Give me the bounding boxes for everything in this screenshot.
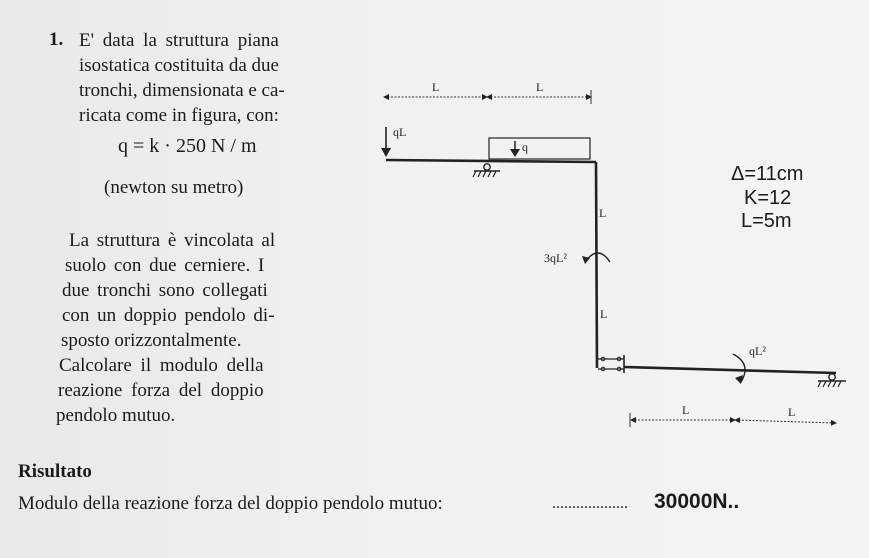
body-line: sposto orizzontalmente. <box>61 330 242 351</box>
result-answer: 30000N.. <box>654 490 740 513</box>
given-k: K=12 <box>744 187 792 209</box>
vert-dim-label-2: L <box>600 307 608 321</box>
given-delta: Δ=11cm <box>731 163 804 185</box>
bottom-dim-label-1: L <box>682 403 690 417</box>
bottom-dimension-line <box>630 413 836 427</box>
problem-number: 1. <box>49 29 64 50</box>
intro-line: tronchi, dimensionata e ca- <box>79 80 285 101</box>
lower-hinge-support <box>818 374 846 387</box>
upper-beam <box>386 160 596 162</box>
moment-3ql2-label: 3qL² <box>544 251 567 265</box>
intro-line: ricata come in figura, con: <box>79 105 279 126</box>
result-heading: Risultato <box>18 461 92 482</box>
top-dim-label-1: L <box>432 80 440 94</box>
load-formula: q = k · 250 N / m <box>118 135 257 157</box>
body-line: Calcolare il modulo della <box>59 355 264 376</box>
upper-hinge-support <box>473 164 500 177</box>
body-line: suolo con due cerniere. I <box>65 255 265 276</box>
vert-dim-label-1: L <box>599 206 607 220</box>
lower-beam <box>624 367 836 373</box>
result-question: Modulo della reazione forza del doppio pendolo mutuo: <box>18 493 443 514</box>
load-ql-label: qL <box>393 125 407 139</box>
vertical-member <box>596 162 597 368</box>
given-l: L=5m <box>741 210 792 232</box>
top-dimension-line <box>384 90 591 104</box>
body-line: La struttura è vincolata al <box>69 230 276 251</box>
body-line: pendolo mutuo. <box>56 405 176 426</box>
concentrated-load-arrow <box>381 127 391 157</box>
distributed-load-box <box>489 138 590 159</box>
body-line: con un doppio pendolo di- <box>62 305 275 326</box>
intro-line: E' data la struttura piana <box>79 30 279 51</box>
unit-note: (newton su metro) <box>104 177 244 198</box>
body-line: reazione forza del doppio <box>58 380 264 401</box>
moment-ql2-label: qL² <box>749 344 766 358</box>
distributed-load-arrow <box>510 141 520 157</box>
bottom-dim-label-2: L <box>788 405 796 419</box>
intro-line: isostatica costituita da due <box>79 55 279 76</box>
double-pendulum <box>598 355 624 373</box>
body-line: due tronchi sono collegati <box>62 280 268 301</box>
answer-blank: ................... <box>552 495 628 512</box>
top-dim-label-2: L <box>536 80 544 94</box>
load-q-label: q <box>522 140 528 154</box>
